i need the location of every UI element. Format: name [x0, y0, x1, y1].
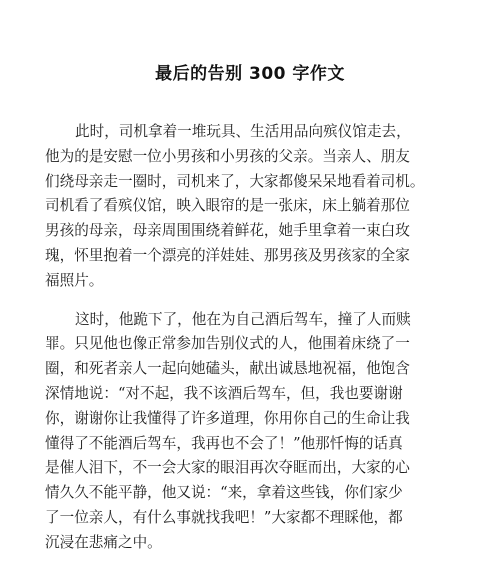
paragraph-1-line-4: 司机看了看殡仪馆，映入眼帘的是一张床，床上躺着那位 [45, 197, 410, 215]
paragraph-2-line-7: 是催人泪下，不一会大家的眼泪再次夺眶而出，大家的心 [45, 459, 410, 477]
paragraph-2-line-6: 懂得了不能酒后驾车，我再也不会了！”他那忏悔的话真 [45, 434, 403, 452]
document-title: 最后的告别 300 字作文 [155, 64, 345, 84]
paragraph-2-line-2: 罪。只见他也像正常参加告别仪式的人，他围着床绕了一 [45, 335, 410, 353]
paragraph-1-line-7: 福照片。 [45, 271, 104, 289]
paragraph-1-line-6: 瑰，怀里抱着一个漂亮的洋娃娃、那男孩及男孩家的全家 [45, 246, 410, 264]
paragraph-2-line-4: 深情地说：“对不起，我不该酒后驾车，但，我也要谢谢 [45, 384, 403, 402]
paragraph-2-line-10: 沉浸在悲痛之中。 [45, 533, 162, 551]
paragraph-2-line-9: 了一位亲人，有什么事就找我吧！”大家都不理睬他，都 [45, 508, 403, 526]
paragraph-2-line-8: 情久久不能平静，他又说：“来，拿着这些钱，你们家少 [45, 484, 403, 502]
paragraph-1-line-2: 他为的是安慰一位小男孩和小男孩的父亲。当亲人、朋友 [45, 147, 410, 165]
document-body [45, 120, 457, 556]
paragraph-1-line-1: 此时，司机拿着一堆玩具、生活用品向殡仪馆走去， [75, 123, 411, 140]
paragraph-1-line-5: 男孩的母亲，母亲周围围绕着鲜花，她手里拿着一束白玫 [45, 222, 410, 240]
paragraph-spacer [45, 294, 457, 308]
paragraph-1-line-3: 们绕母亲走一圈时，司机来了，大家都傻呆呆地看着司机。 [45, 172, 425, 190]
paragraph-2-line-5: 你，谢谢你让我懂得了许多道理，你用你自己的生命让我 [45, 409, 410, 427]
paragraph-2-line-1: 这时，他跪下了，他在为自己酒后驾车，撞了人而赎 [75, 310, 411, 328]
paragraph-2-line-3: 圈，和死者亲人一起向她磕头，献出诚恳地祝福，他饱含 [45, 360, 410, 378]
